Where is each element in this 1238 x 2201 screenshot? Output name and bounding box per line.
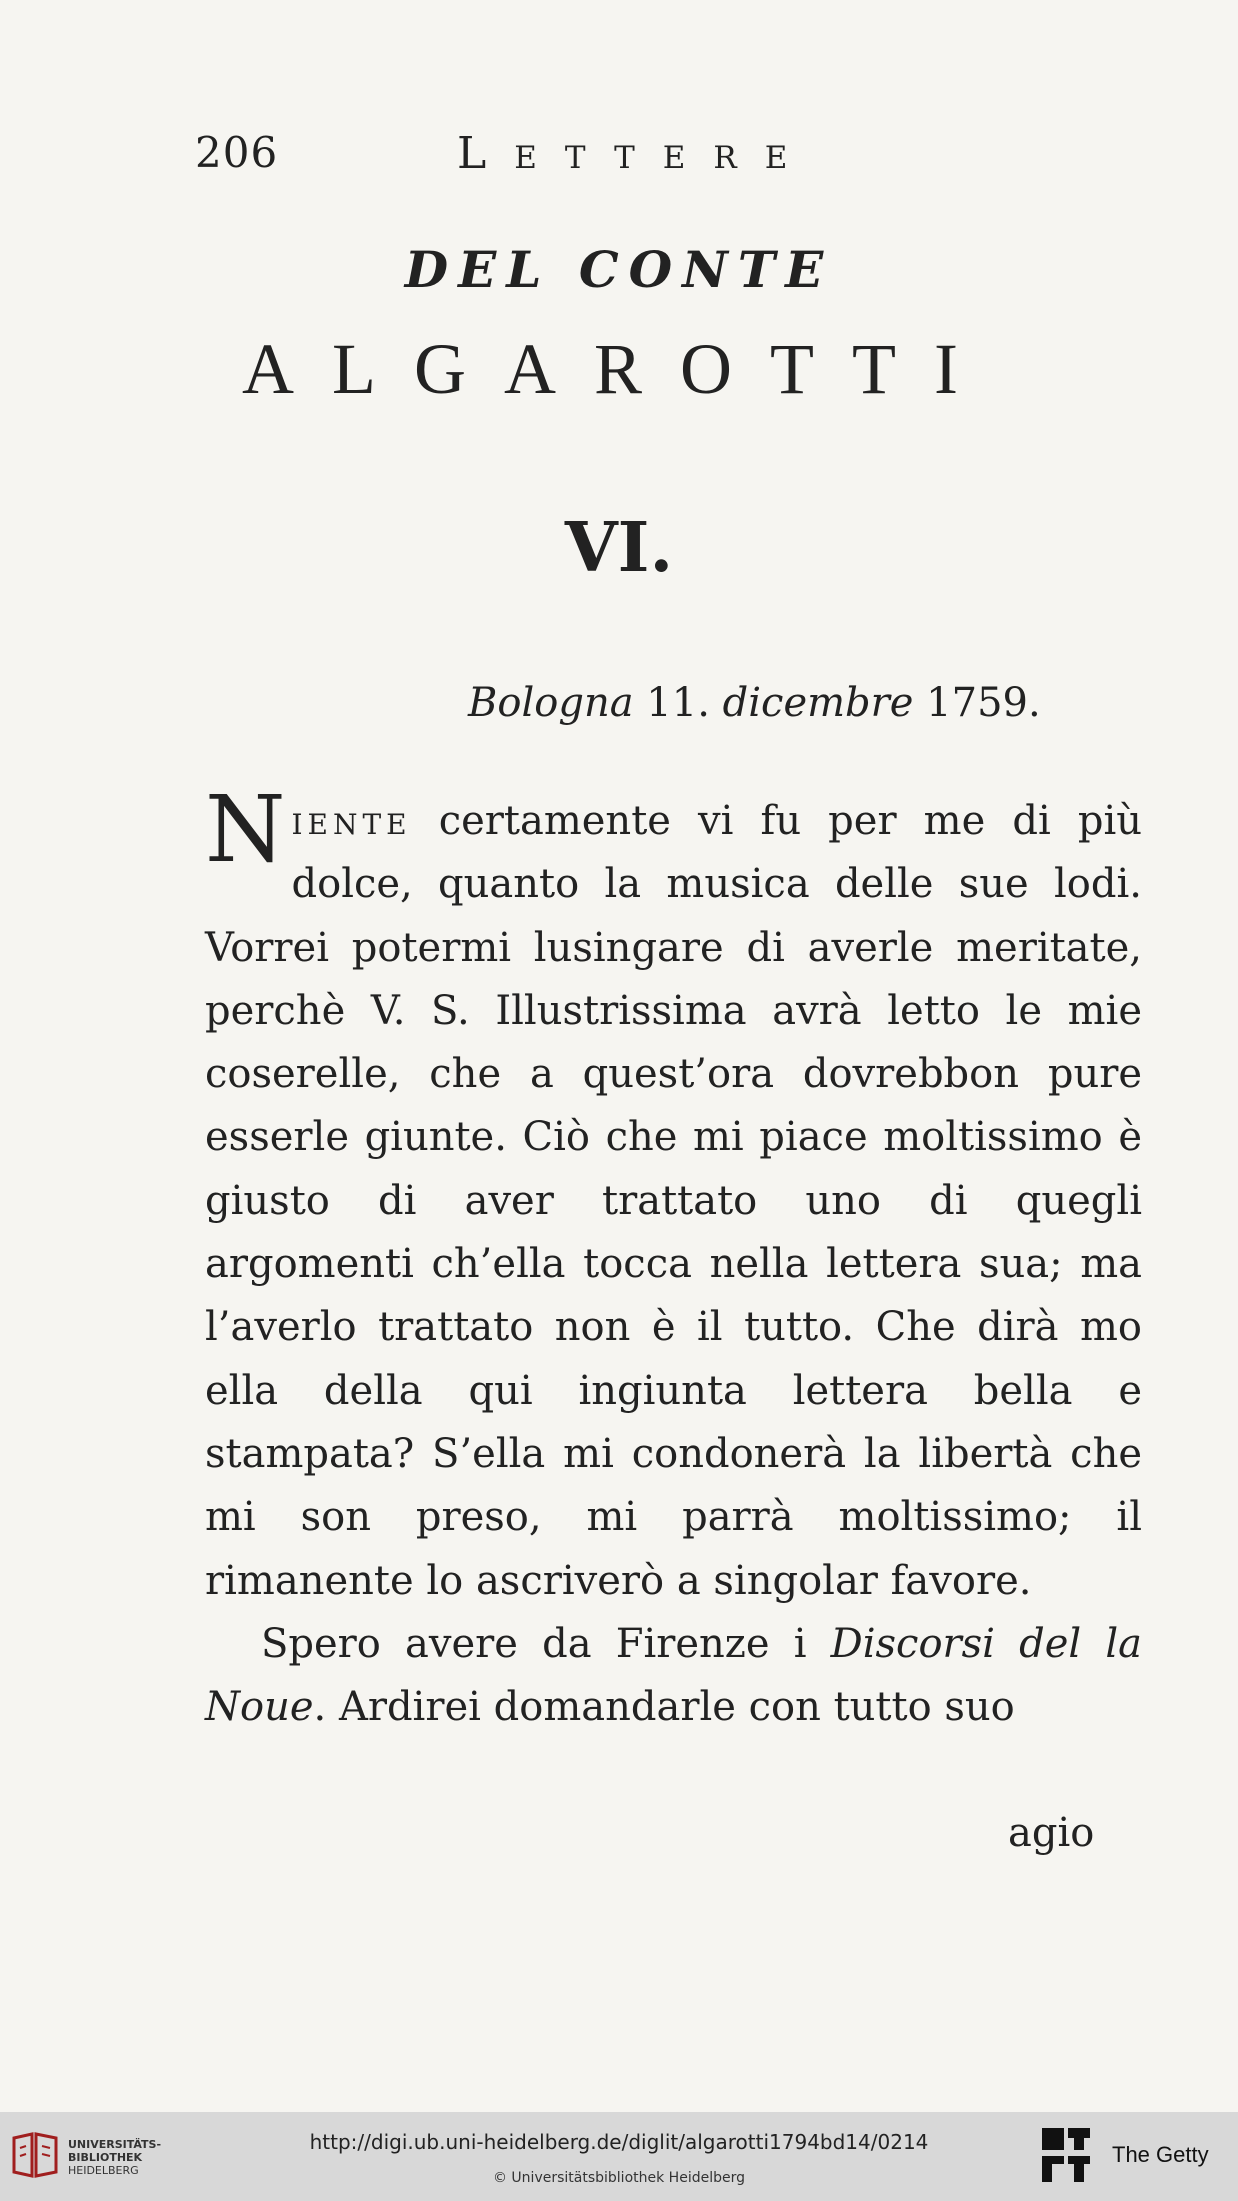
footer-bar bbox=[0, 2112, 1238, 2201]
dateline bbox=[468, 680, 1041, 726]
title: ALGAROTTI bbox=[242, 329, 996, 409]
partner-name[interactable]: The Getty bbox=[1112, 2142, 1209, 2167]
dateline-place: Bologna bbox=[468, 680, 634, 726]
logo-line-3: HEIDELBERG bbox=[68, 2164, 139, 2177]
book-title: Discorsi del la Noue bbox=[205, 1620, 1142, 1731]
page-number: 206 bbox=[195, 128, 279, 177]
letter-number: VI. bbox=[564, 508, 674, 588]
dateline-month: dicembre bbox=[722, 680, 914, 726]
dateline-day: 11. bbox=[646, 680, 710, 726]
paragraph-2-end: . Ardirei domandarle con tutto suo bbox=[313, 1684, 1015, 1731]
catchword: agio bbox=[1008, 1810, 1095, 1856]
paragraph-2 bbox=[205, 1613, 1142, 1740]
page-header bbox=[195, 128, 1075, 188]
permalink-url[interactable]: http://digi.ub.uni-heidelberg.de/diglit/algarotti1794bd14/0214 bbox=[309, 2130, 929, 2154]
copyright-notice: © Universitätsbibliothek Heidelberg bbox=[492, 2170, 745, 2186]
running-head: Lettere bbox=[457, 128, 816, 179]
getty-logo-icon bbox=[1040, 2126, 1094, 2186]
letter-body bbox=[205, 776, 1142, 1739]
logo-line-1: UNIVERSITÄTS- bbox=[68, 2138, 162, 2151]
dateline-year: 1759. bbox=[926, 680, 1041, 726]
paragraph-1-text: certamente vi fu per me di più dolce, quanto la musica delle sue lodi. Vorrei potermi lusingare di averle meritate, perchè V. S. Illustrissima avrà letto le mie coserelle, che a quest’ora dovrebbon pure esserle giunte. Ciò che mi piace moltissimo è giusto di aver trattato uno di quegli argomenti ch’ella tocca nella lettera sua; ma l’averlo trattato non è il tutto. Che dirà mo ella della qui ingiunta lettera bella e stampata? S’ella mi condonerà la libertà che mi son preso, mi parrà moltissimo; il rimanente lo ascriverò a singolar favore. bbox=[205, 798, 1142, 1604]
drop-cap: N bbox=[205, 776, 286, 883]
subtitle: DEL CONTE bbox=[404, 240, 834, 299]
paragraph-2-start: Spero avere da Firenze i bbox=[261, 1620, 831, 1667]
first-word: iente bbox=[291, 798, 412, 844]
logo-line-2: BIBLIOTHEK bbox=[68, 2151, 143, 2164]
paragraph-1 bbox=[205, 776, 1142, 1613]
